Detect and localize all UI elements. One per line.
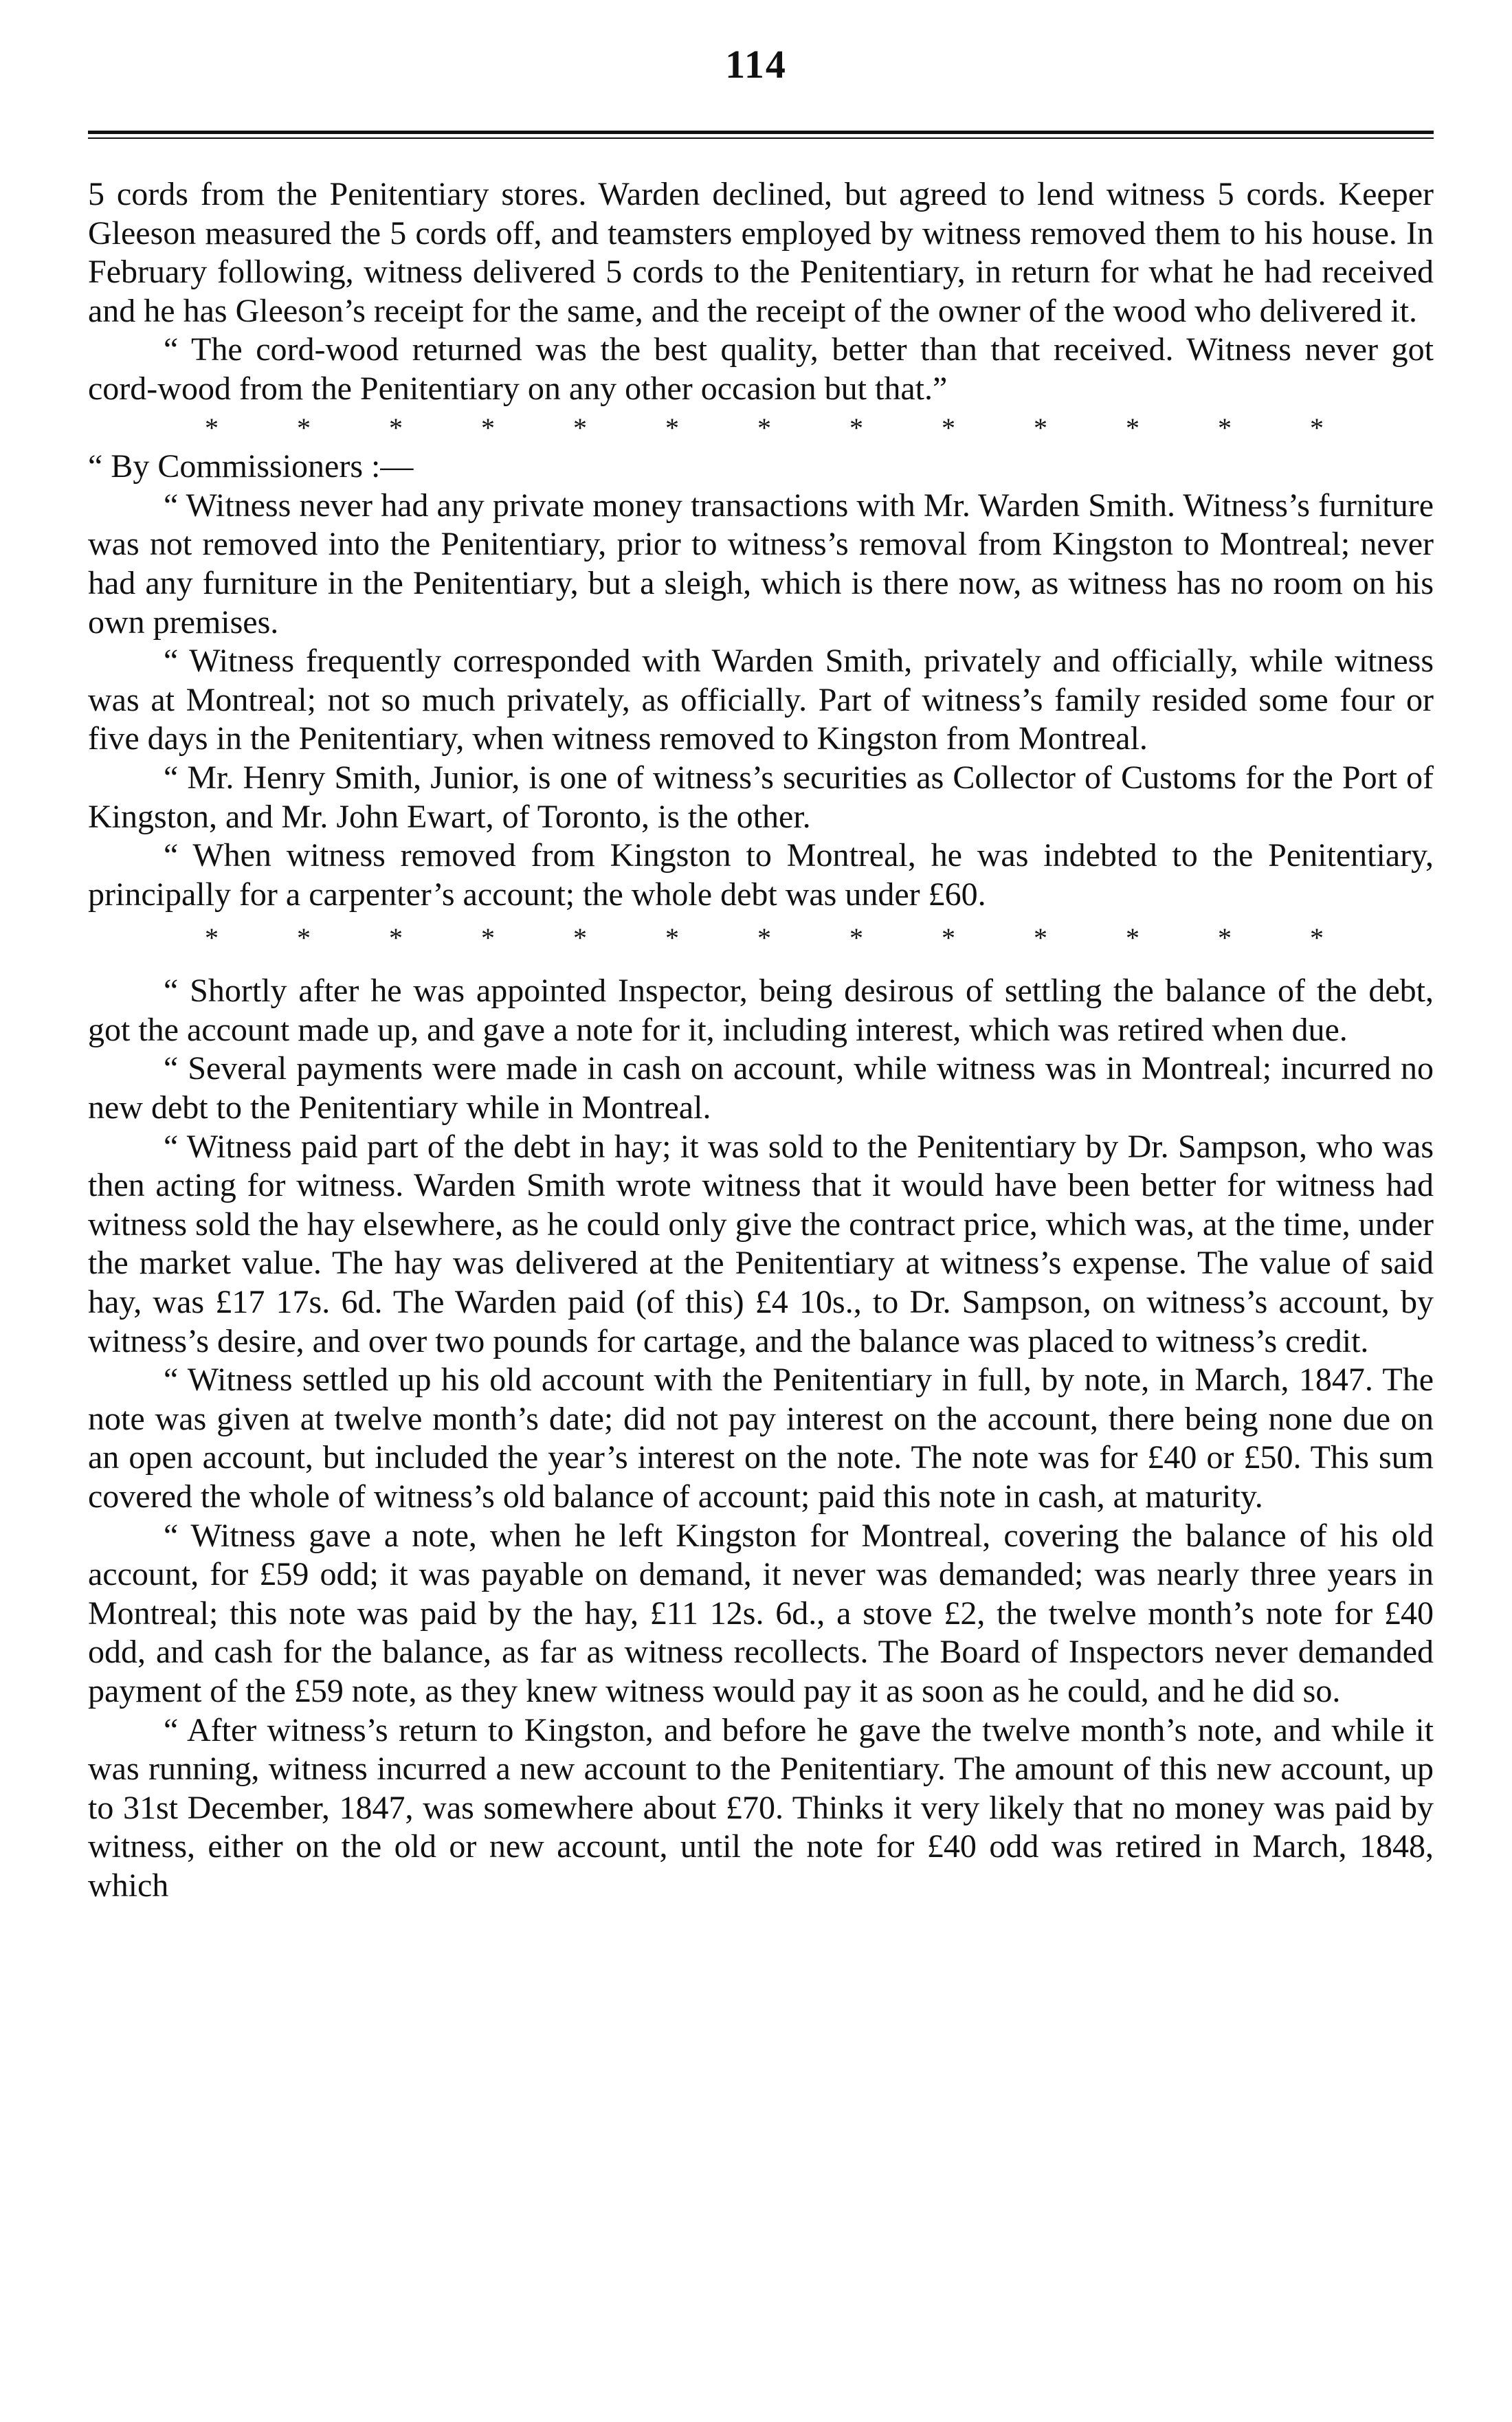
paragraph-correspondence: “ Witness frequently corresponded with Warden Smith, privately and officially, while witness was at Montreal; not so much privately, as officially. Part of witness’s family resided some four or five days in the Penitentiary, when witness removed to Kingston from Montreal. bbox=[88, 643, 1434, 757]
paragraph-note-59: “ Witness gave a note, when he left Kingston for Montreal, covering the balance of his old account, for £59 odd; it was payable on demand, it never was demanded; was nearly three years in Montreal; this note was paid by the hay, £11 12s. 6d., a stove £2, the twelve month’s note for £40 odd, and cash for the balance, as far as witness recollects. The Board of Inspectors never demanded payment of the £59 note, as they knew witness would pay it as soon as he could, and he did so. bbox=[88, 1517, 1434, 1709]
paragraph-cordwood-returned: “ The cord-wood returned was the best quality, better than that received. Witness never got cord-wood from the Penitentiary on any other occasion but that.” bbox=[88, 331, 1434, 407]
star-mark: * bbox=[573, 922, 587, 954]
star-mark: * bbox=[389, 922, 403, 954]
star-mark: * bbox=[1218, 922, 1232, 954]
star-mark: * bbox=[297, 922, 311, 954]
star-mark: * bbox=[942, 412, 955, 443]
star-mark: * bbox=[942, 922, 955, 954]
star-mark: * bbox=[757, 922, 771, 954]
star-mark: * bbox=[205, 922, 219, 954]
header-rule-thin bbox=[88, 137, 1434, 139]
star-mark: * bbox=[297, 412, 311, 443]
paragraph-securities: “ Mr. Henry Smith, Junior, is one of witness’s securities as Collector of Customs for the Port of Kingston, and Mr. John Ewart, of Toronto, is the other. bbox=[88, 759, 1434, 835]
star-mark: * bbox=[1126, 922, 1139, 954]
page-number: 114 bbox=[725, 42, 787, 87]
star-mark: * bbox=[849, 922, 863, 954]
star-mark: * bbox=[481, 922, 495, 954]
paragraph-old-account: “ Witness settled up his old account with the Penitentiary in full, by note, in March, 1847. The note was given at twelve month’s date; did not pay interest on the account, there being none due on an open account, but included the year’s interest on the note. The note was for £40 or £50. This sum covered the whole of witness’s old balance of account; paid this note in cash, at maturity. bbox=[88, 1362, 1434, 1515]
paragraph-by-commissioners: “ By Commissioners :— bbox=[88, 448, 414, 485]
paragraph-private-money: “ Witness never had any private money transactions with Mr. Warden Smith. Witness’s furniture was not removed into the Penitentiary, prior to witness’s removal from Kingston to Montreal; never had any furniture in the Penitentiary, but a sleigh, which is there now, as witness has no room on his own premises. bbox=[88, 487, 1434, 641]
star-mark: * bbox=[757, 412, 771, 443]
ellipsis-stars bbox=[88, 409, 1434, 448]
paragraph-cordwood-loan: 5 cords from the Penitentiary stores. Warden declined, but agreed to lend witness 5 cords. Keeper Gleeson measured the 5 cords off, and teamsters employed by witness removed them to his house. In February following, witness delivered 5 cords to the Penitentiary, in return for what he had received and he has Gleeson’s receipt for the same, and the receipt of the owner of the wood who delivered it. bbox=[88, 176, 1434, 329]
star-mark: * bbox=[205, 412, 219, 443]
star-mark: * bbox=[665, 922, 679, 954]
star-mark: * bbox=[389, 412, 403, 443]
page-body bbox=[88, 175, 1434, 1906]
star-mark: * bbox=[665, 412, 679, 443]
paragraph-indebted: “ When witness removed from Kingston to Montreal, he was indebted to the Penitentiary, principally for a carpenter’s account; the whole debt was under £60. bbox=[88, 837, 1434, 913]
star-mark: * bbox=[1310, 412, 1324, 443]
star-mark: * bbox=[1034, 412, 1047, 443]
star-mark: * bbox=[1126, 412, 1139, 443]
ellipsis-stars bbox=[88, 914, 1434, 972]
star-mark: * bbox=[1034, 922, 1047, 954]
star-mark: * bbox=[481, 412, 495, 443]
paragraph-new-account: “ After witness’s return to Kingston, and before he gave the twelve month’s note, and while it was running, witness incurred a new account to the Penitentiary. The amount of this new account, up to 31st December, 1847, was somewhere about £70. Thinks it very likely that no money was paid by witness, either on the old or new account, until the note for £40 odd was retired in March, 1848, which bbox=[88, 1711, 1434, 1904]
paragraph-cash-payments: “ Several payments were made in cash on account, while witness was in Montreal; incurred no new debt to the Penitentiary while in Montreal. bbox=[88, 1050, 1434, 1126]
star-mark: * bbox=[849, 412, 863, 443]
star-mark: * bbox=[1310, 922, 1324, 954]
header-rule-thick bbox=[88, 131, 1434, 134]
paragraph-hay-payment: “ Witness paid part of the debt in hay; it was sold to the Penitentiary by Dr. Sampson, who was then acting for witness. Warden Smith wrote witness that it would have been better for witness had witness sold the hay elsewhere, as he could only give the contract price, which was, at the time, under the market value. The hay was delivered at the Penitentiary at witness’s expense. The value of said hay, was £17 17s. 6d. The Warden paid (of this) £4 10s., to Dr. Sampson, on witness’s account, by witness’s desire, and over two pounds for cartage, and the balance was placed to witness’s credit. bbox=[88, 1128, 1434, 1359]
star-mark: * bbox=[1218, 412, 1232, 443]
star-mark: * bbox=[573, 412, 587, 443]
paragraph-appointed-inspector: “ Shortly after he was appointed Inspector, being desirous of settling the balance of the debt, got the account made up, and gave a note for it, including interest, which was retired when due. bbox=[88, 973, 1434, 1048]
